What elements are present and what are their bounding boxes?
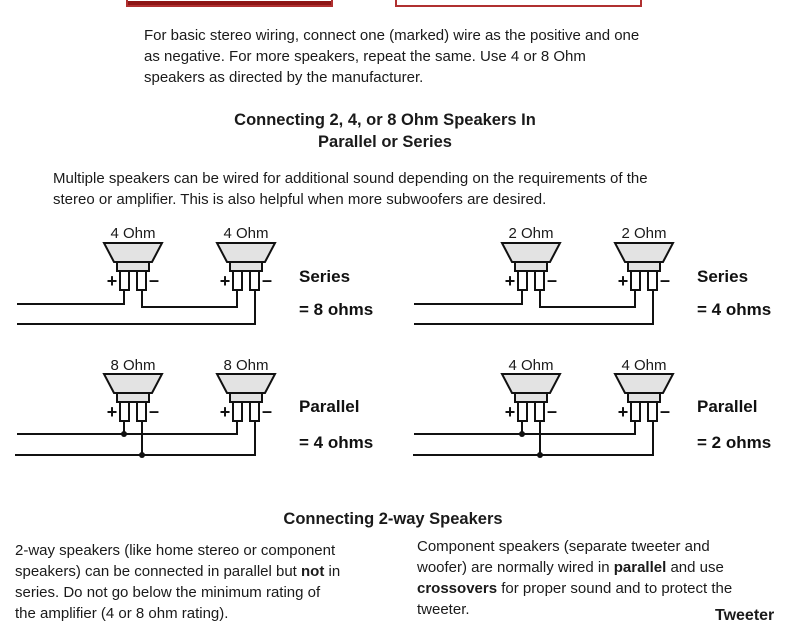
plus-terminal-label: + (219, 271, 231, 291)
section1-body-line: Multiple speakers can be wired for additional sound depending on the requirements of the (53, 170, 648, 187)
result-label: = 4 ohms (697, 300, 772, 319)
plus-terminal-label: + (617, 271, 629, 291)
text-segment: Component speakers (separate tweeter and (417, 538, 710, 555)
wire (17, 290, 124, 304)
section1-heading-line: Parallel or Series (318, 133, 452, 151)
intro-line: as negative. For more speakers, repeat the same. Use 4 or 8 Ohm (144, 48, 586, 65)
text-segment: in (324, 563, 341, 580)
text-segment: 2-way speakers (like home stereo or component (15, 542, 336, 559)
two-way-left-column (15, 540, 340, 624)
text-segment-bold: not (301, 563, 325, 580)
red-box-right (395, 0, 642, 7)
mode-label: Parallel (697, 397, 758, 416)
column-line (417, 599, 732, 620)
section1-heading (0, 109, 770, 153)
column-line (417, 578, 732, 599)
speaker-ohm-label: 4 Ohm (223, 225, 269, 242)
minus-terminal-label: – (659, 401, 671, 421)
result-label: = 2 ohms (697, 433, 772, 452)
plus-terminal-label: + (504, 402, 516, 422)
minus-terminal-label: – (148, 401, 160, 421)
section1-body-line: stereo or amplifier. This is also helpful when more subwoofers are desired. (53, 191, 547, 208)
text-segment: tweeter. (417, 601, 470, 618)
mode-label: Parallel (299, 397, 360, 416)
two-way-right-column (417, 536, 732, 620)
wire (540, 290, 635, 307)
column-line (417, 536, 732, 557)
junction-dot (537, 452, 543, 458)
junction-dot (519, 431, 525, 437)
speaker-ohm-label: 4 Ohm (110, 225, 156, 242)
plus-terminal-label: + (504, 271, 516, 291)
column-line (15, 582, 340, 603)
section2-heading (0, 508, 786, 530)
text-segment: speakers) can be connected in parallel but (15, 563, 302, 580)
section1-heading-line: Connecting 2, 4, or 8 Ohm Speakers In (234, 111, 536, 129)
result-label: = 4 ohms (299, 433, 374, 452)
minus-terminal-label: – (659, 270, 671, 290)
plus-terminal-label: + (106, 402, 118, 422)
column-line (417, 557, 732, 578)
section2-heading-text: Connecting 2-way Speakers (283, 510, 503, 528)
column-line (15, 561, 340, 582)
speaker-ohm-label: 2 Ohm (508, 225, 554, 242)
plus-terminal-label: + (106, 271, 118, 291)
speaker-ohm-label: 2 Ohm (621, 225, 667, 242)
wire (17, 421, 237, 434)
speaker-ohm-label: 8 Ohm (223, 357, 269, 374)
speaker-ohm-label: 4 Ohm (508, 357, 554, 374)
speaker-ohm-label: 8 Ohm (110, 357, 156, 374)
wire (414, 290, 522, 304)
plus-terminal-label: + (617, 402, 629, 422)
section1-body (53, 168, 648, 210)
series-diagram-4ohm (0, 220, 400, 340)
junction-dot (121, 431, 127, 437)
wire (414, 421, 635, 434)
intro-line: For basic stereo wiring, connect one (marked) wire as the positive and one (144, 27, 640, 44)
mode-label: Series (299, 267, 351, 286)
text-segment-bold: parallel (613, 559, 667, 576)
junction-dot (139, 452, 145, 458)
wire (413, 421, 653, 455)
minus-terminal-label: – (546, 270, 558, 290)
wire (142, 290, 237, 307)
minus-terminal-label: – (148, 270, 160, 290)
minus-terminal-label: – (261, 270, 273, 290)
text-segment: the amplifier (4 or 8 ohm rating). (15, 605, 229, 622)
text-segment-bold: crossovers (417, 580, 498, 597)
intro-paragraph (144, 25, 639, 88)
text-segment: for proper sound and to protect the (497, 580, 733, 597)
text-segment: and use (666, 559, 724, 576)
series-diagram-2ohm (398, 220, 798, 340)
text-segment: series. Do not go below the minimum rating of (15, 584, 321, 601)
mode-label: Series (697, 267, 749, 286)
text-segment: woofer) are normally wired in (417, 559, 614, 576)
minus-terminal-label: – (546, 401, 558, 421)
column-line (15, 540, 340, 561)
result-label: = 8 ohms (299, 300, 374, 319)
plus-terminal-label: + (219, 402, 231, 422)
wire (15, 421, 255, 455)
minus-terminal-label: – (261, 401, 273, 421)
parallel-diagram-8ohm (0, 340, 400, 475)
speaker-ohm-label: 4 Ohm (621, 357, 667, 374)
column-line (15, 603, 340, 624)
tweeter-label: Tweeter (715, 607, 775, 624)
intro-line: speakers as directed by the manufacturer. (144, 69, 424, 86)
red-box-left (126, 0, 333, 7)
parallel-diagram-4ohm (398, 340, 798, 475)
